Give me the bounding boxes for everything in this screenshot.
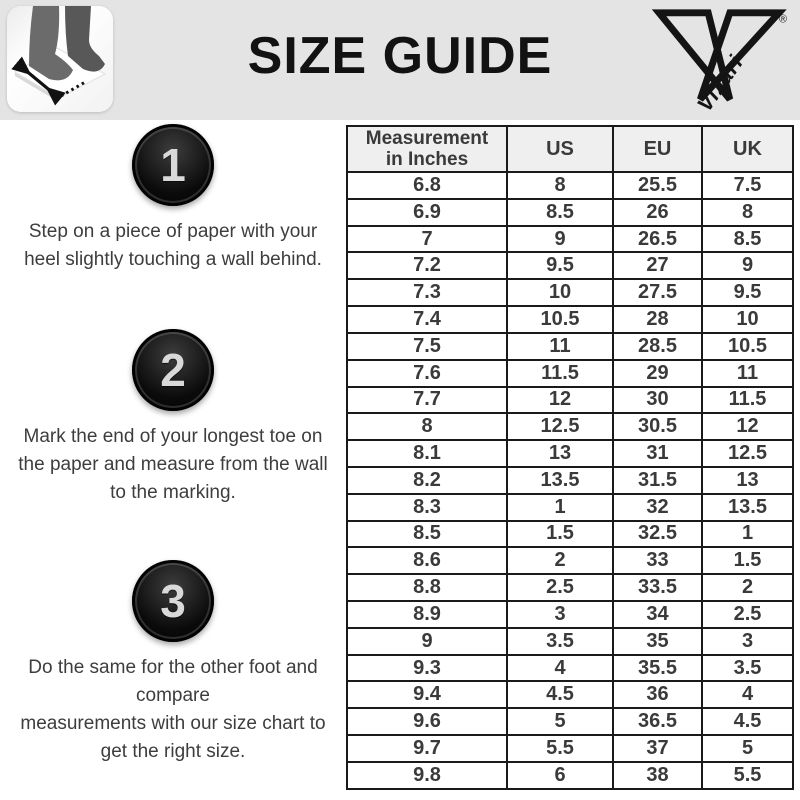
table-row [347, 306, 793, 333]
table-cell: 26 [613, 199, 702, 226]
table-row [347, 574, 793, 601]
step-3 [0, 560, 346, 766]
table-cell: 8.2 [347, 467, 507, 494]
table-cell: 7 [347, 226, 507, 253]
step-3-number: 3 [160, 575, 186, 627]
table-row [347, 172, 793, 199]
table-cell: 8 [507, 172, 613, 199]
table-cell: 11 [702, 360, 793, 387]
col-uk: UK [702, 126, 793, 172]
table-cell: 11 [507, 333, 613, 360]
table-cell: 32.5 [613, 521, 702, 548]
table-cell: 1.5 [702, 547, 793, 574]
table-cell: 10.5 [702, 333, 793, 360]
table-cell: 4.5 [702, 708, 793, 735]
registered-mark: ® [778, 13, 787, 26]
table-row [347, 494, 793, 521]
table-cell: 7.5 [347, 333, 507, 360]
table-cell: 13.5 [702, 494, 793, 521]
table-row [347, 628, 793, 655]
table-header-row [347, 126, 793, 172]
table-row [347, 199, 793, 226]
table-cell: 5.5 [702, 762, 793, 789]
step-2-badge [132, 329, 214, 411]
table-cell: 3 [507, 601, 613, 628]
table-cell: 13 [702, 467, 793, 494]
table-cell: 12.5 [507, 413, 613, 440]
table-cell: 27.5 [613, 279, 702, 306]
step-2-number: 2 [160, 344, 186, 396]
table-cell: 8.5 [507, 199, 613, 226]
table-cell: 11.5 [702, 387, 793, 414]
table-cell: 8.5 [347, 521, 507, 548]
table-cell: 9.5 [702, 279, 793, 306]
table-row [347, 226, 793, 253]
col-us: US [507, 126, 613, 172]
table-row [347, 279, 793, 306]
table-cell: 5.5 [507, 735, 613, 762]
table-cell: 30.5 [613, 413, 702, 440]
table-body [347, 172, 793, 789]
table-row [347, 601, 793, 628]
header-band [0, 0, 800, 120]
table-row [347, 333, 793, 360]
table-cell: 9 [702, 252, 793, 279]
table-row [347, 413, 793, 440]
table-cell: 4.5 [507, 681, 613, 708]
table-cell: 1.5 [507, 521, 613, 548]
table-cell: 6.8 [347, 172, 507, 199]
step-1-number: 1 [160, 139, 186, 191]
table-cell: 8.8 [347, 574, 507, 601]
table-row [347, 735, 793, 762]
table-cell: 5 [702, 735, 793, 762]
table-cell: 38 [613, 762, 702, 789]
table-cell: 9.7 [347, 735, 507, 762]
table-cell: 3 [702, 628, 793, 655]
table-cell: 7.6 [347, 360, 507, 387]
table-cell: 12 [702, 413, 793, 440]
table-cell: 12.5 [702, 440, 793, 467]
table-cell: 10 [507, 279, 613, 306]
brand-logo [644, 3, 794, 119]
table-cell: 35.5 [613, 655, 702, 682]
table-cell: 2 [702, 574, 793, 601]
size-table [346, 125, 792, 790]
step-1 [0, 124, 346, 274]
table-cell: 33 [613, 547, 702, 574]
step-3-text: Do the same for the other foot and compare measurements with our size chart to get the right size. [20, 657, 326, 762]
table-cell: 4 [702, 681, 793, 708]
table-cell: 8.9 [347, 601, 507, 628]
table-cell: 35 [613, 628, 702, 655]
table-cell: 12 [507, 387, 613, 414]
table-cell: 4 [507, 655, 613, 682]
table-cell: 9.6 [347, 708, 507, 735]
table-cell: 1 [507, 494, 613, 521]
table-cell: 30 [613, 387, 702, 414]
table-cell: 28 [613, 306, 702, 333]
table-cell: 27 [613, 252, 702, 279]
table-cell: 7.7 [347, 387, 507, 414]
table-cell: 8.6 [347, 547, 507, 574]
step-1-badge [132, 124, 214, 206]
table-cell: 25.5 [613, 172, 702, 199]
table-cell: 8.3 [347, 494, 507, 521]
page-title: SIZE GUIDE [247, 27, 553, 85]
table-cell: 7.2 [347, 252, 507, 279]
table-row [347, 708, 793, 735]
table-row [347, 467, 793, 494]
col-eu: EU [613, 126, 702, 172]
table-cell: 29 [613, 360, 702, 387]
table-cell: 10.5 [507, 306, 613, 333]
table-row [347, 655, 793, 682]
table-cell: 9.3 [347, 655, 507, 682]
table-cell: 9.4 [347, 681, 507, 708]
step-1-text: Step on a piece of paper with your heel slightly touching a wall behind. [24, 221, 322, 270]
col-measurement-in-inches: Measurement in Inches [347, 126, 507, 172]
table-cell: 31.5 [613, 467, 702, 494]
table-cell: 3.5 [507, 628, 613, 655]
table-cell: 36.5 [613, 708, 702, 735]
table-row [347, 387, 793, 414]
table-row [347, 547, 793, 574]
step-2-text: Mark the end of your longest toe on the paper and measure from the wall to the marking. [18, 426, 328, 503]
table-cell: 1 [702, 521, 793, 548]
table-cell: 9 [507, 226, 613, 253]
table-row [347, 360, 793, 387]
table-cell: 36 [613, 681, 702, 708]
step-3-badge [132, 560, 214, 642]
table-cell: 3.5 [702, 655, 793, 682]
table-cell: 2.5 [702, 601, 793, 628]
table-cell: 33.5 [613, 574, 702, 601]
table-cell: 32 [613, 494, 702, 521]
table-cell: 5 [507, 708, 613, 735]
table-cell: 7.5 [702, 172, 793, 199]
table-cell: 9.8 [347, 762, 507, 789]
table-cell: 2.5 [507, 574, 613, 601]
table-cell: 13 [507, 440, 613, 467]
table-cell: 9 [347, 628, 507, 655]
table-row [347, 681, 793, 708]
table-cell: 31 [613, 440, 702, 467]
table-cell: 34 [613, 601, 702, 628]
table-cell: 8.5 [702, 226, 793, 253]
table-row [347, 440, 793, 467]
table-cell: 7.4 [347, 306, 507, 333]
table-cell: 6 [507, 762, 613, 789]
brand-name-text: Vizari [691, 50, 749, 116]
table-cell: 2 [507, 547, 613, 574]
table-cell: 6.9 [347, 199, 507, 226]
table-cell: 28.5 [613, 333, 702, 360]
table-cell: 8 [702, 199, 793, 226]
table-cell: 10 [702, 306, 793, 333]
table-row [347, 762, 793, 789]
table-cell: 9.5 [507, 252, 613, 279]
table-cell: 7.3 [347, 279, 507, 306]
step-2 [0, 329, 346, 507]
table-cell: 8 [347, 413, 507, 440]
table-cell: 8.1 [347, 440, 507, 467]
table-cell: 13.5 [507, 467, 613, 494]
table-cell: 11.5 [507, 360, 613, 387]
table-row [347, 252, 793, 279]
table-row [347, 521, 793, 548]
table-cell: 37 [613, 735, 702, 762]
table-cell: 26.5 [613, 226, 702, 253]
